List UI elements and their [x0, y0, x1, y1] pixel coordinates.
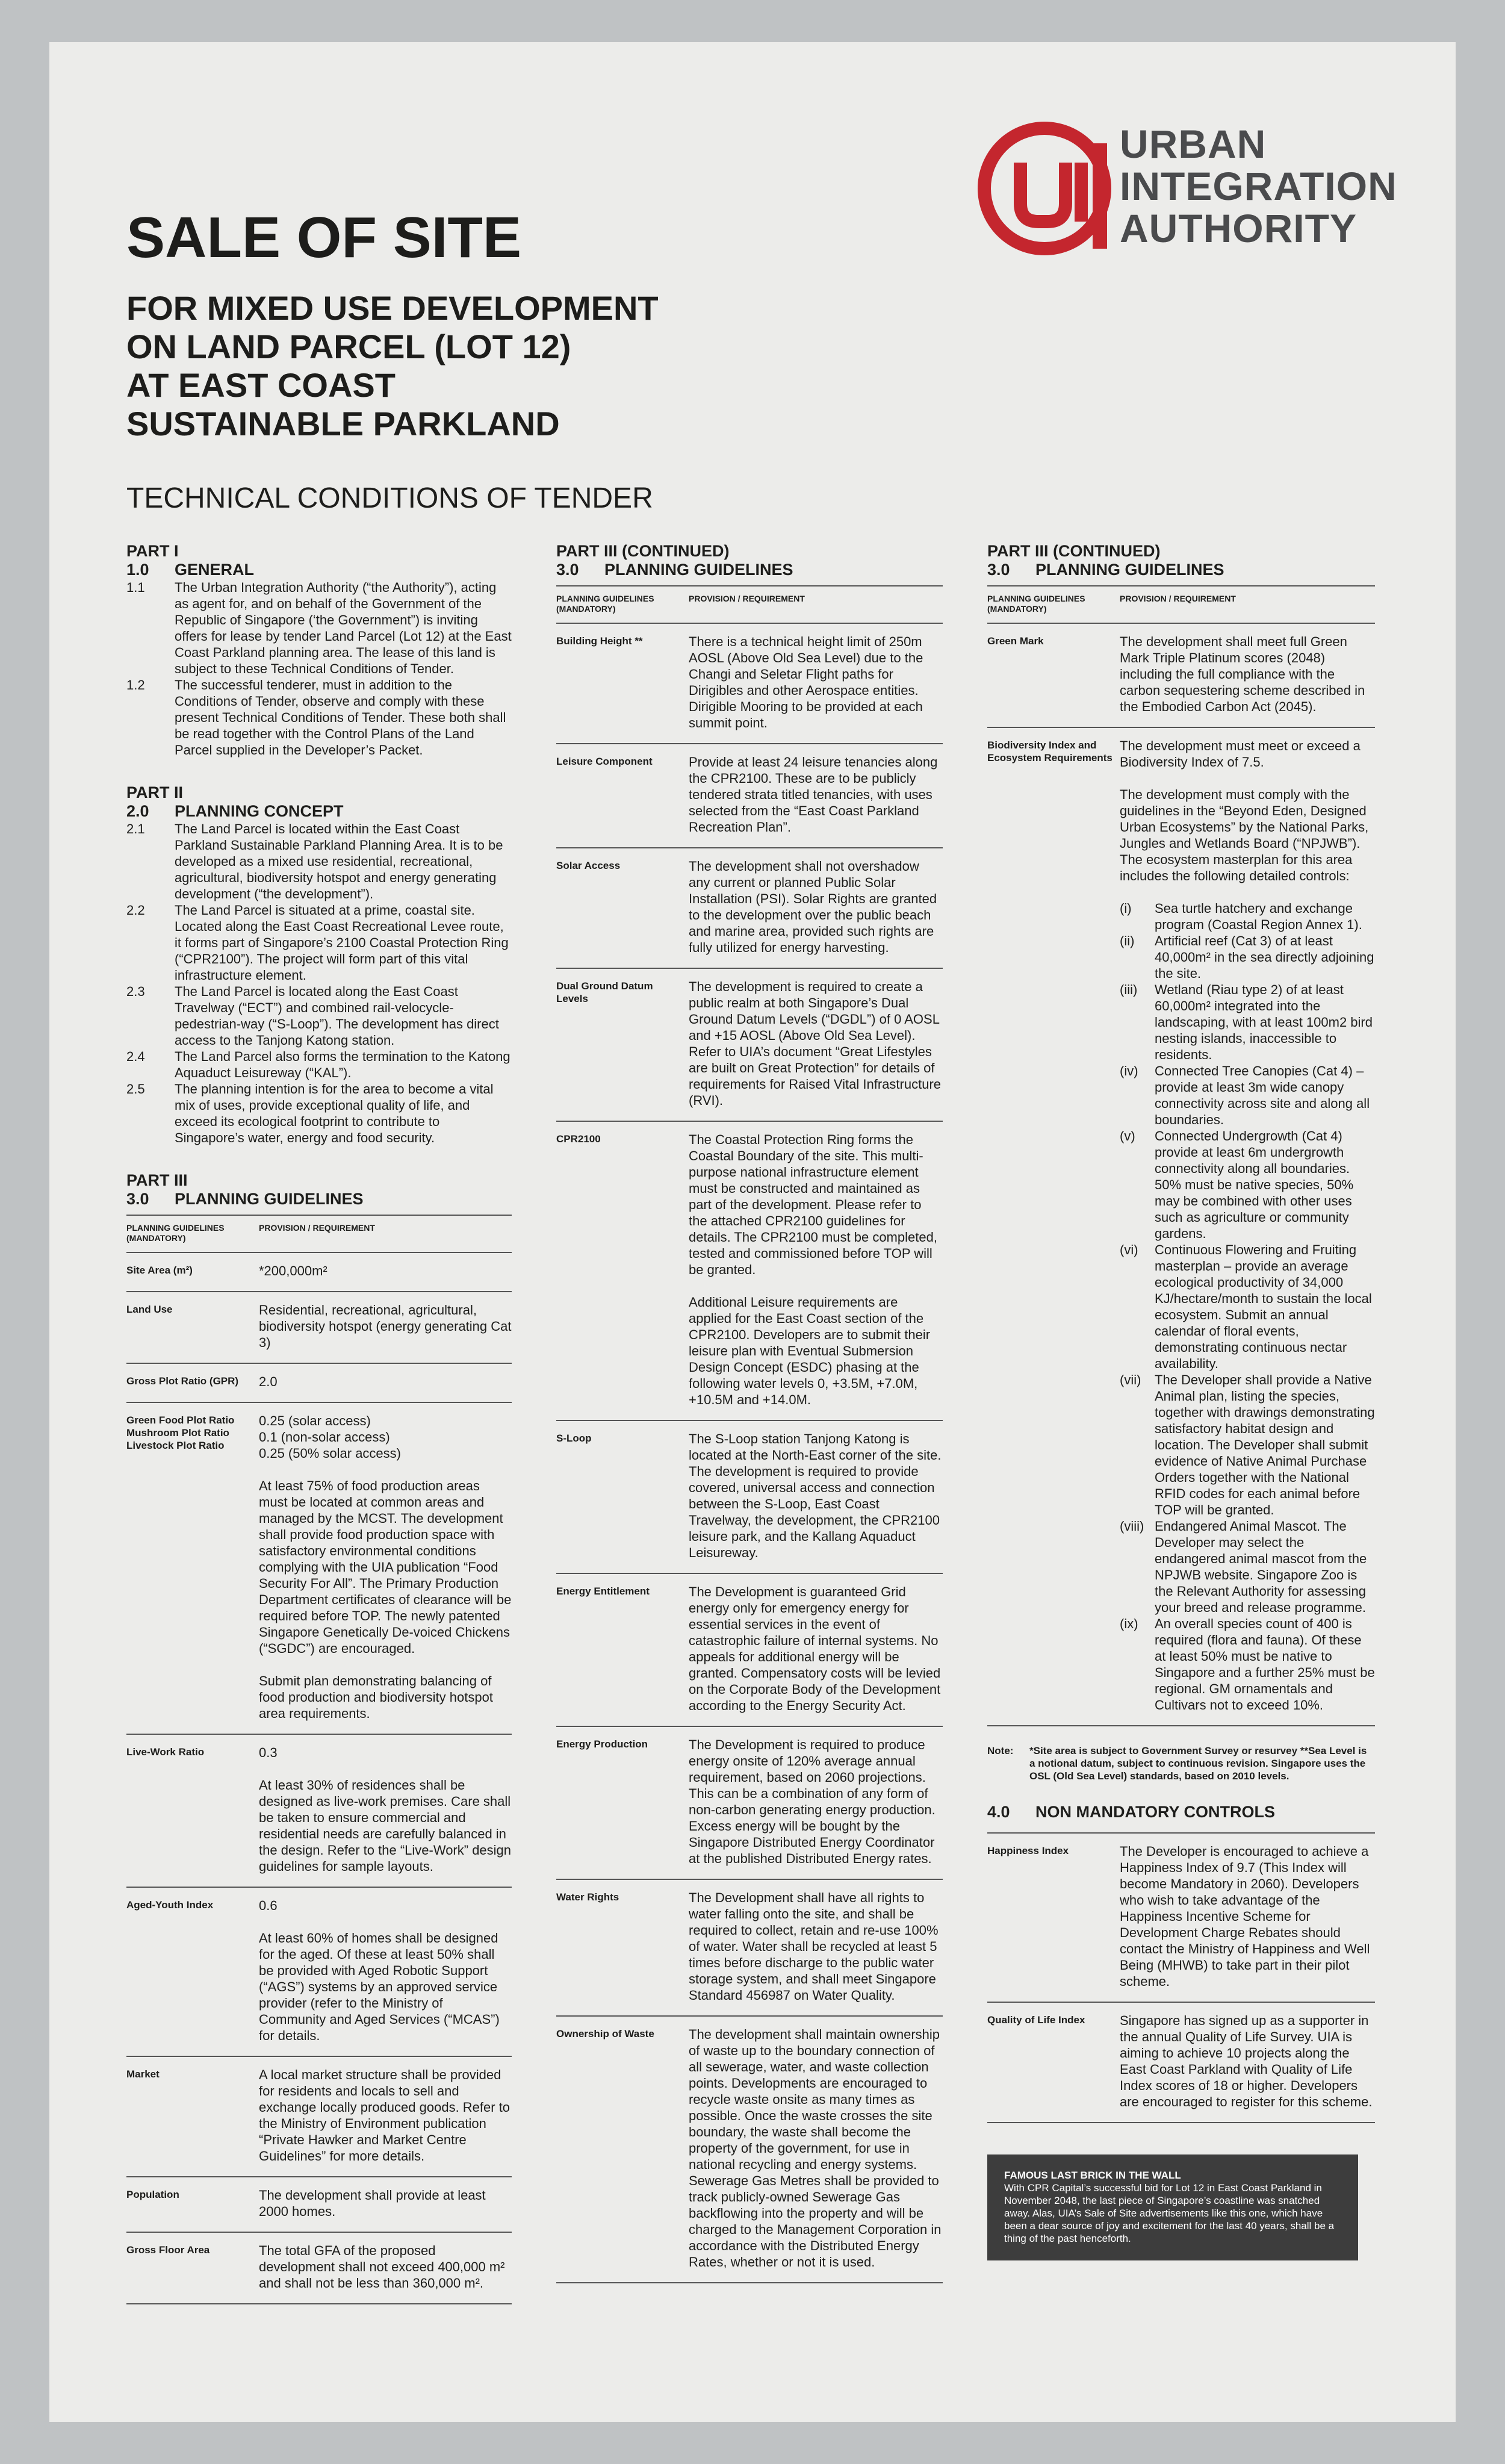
table-header-value: PROVISION / REQUIREMENT	[1120, 594, 1236, 603]
value-paragraph: A local market structure shall be provided for residents and locals to sell and exchange locally produced goods. Refer to the Ministry of Environment publication “Private Hawker and Market Centre Guidelines” for more details.	[259, 2067, 510, 2164]
list-item-text: Artificial reef (Cat 3) of at least 40,000m² in the sea directly adjoining the site.	[1155, 933, 1374, 981]
clause-number: 2.3	[126, 984, 145, 999]
part-3-continued-label: PART III (CONTINUED)	[987, 542, 1161, 560]
list-item-text: Wetland (Riau type 2) of at least 60,000m² integrated into the landscaping, with at least 100m2 bird nesting islands, inaccessible to residents.	[1155, 982, 1373, 1062]
list-item	[1120, 933, 1375, 982]
section-heading-text: PLANNING GUIDELINES	[175, 1190, 364, 1208]
list-item-text: Connected Tree Canopies (Cat 4) – provide at least 3m wide canopy connectivity across site and along all boundaries.	[1155, 1063, 1370, 1127]
row-value	[689, 633, 943, 731]
table-rows	[987, 1834, 1375, 2123]
row-value	[1120, 738, 1375, 1713]
subtitle-line-2: ON LAND PARCEL (LOT 12)	[126, 328, 571, 366]
table-row	[126, 1253, 512, 1292]
table-row	[126, 1292, 512, 1364]
table-row	[126, 2233, 512, 2304]
row-value	[259, 1413, 512, 1722]
row-value	[1120, 1843, 1375, 1990]
logo-line-2: INTEGRATION	[1120, 164, 1397, 208]
logo-line-1: URBAN	[1120, 122, 1267, 166]
row-key: Live-Work Ratio	[126, 1746, 205, 1758]
list-item-text: Connected Undergrowth (Cat 4) provide at least 6m undergrowth connectivity along all boundaries. 50% must be native species, 50% may be combined with other uses such as agriculture or community gardens.	[1155, 1128, 1354, 1241]
clause-text: The Land Parcel also forms the termination to the Katong Aquaduct Leisureway (“KAL”).	[175, 1049, 510, 1080]
clause-text: The Land Parcel is situated at a prime, coastal site. Located along the East Coast Recreational Levee route, it forms part of Singapore’s 2100 Coastal Protection Ring (“CPR2100”). The project will form part of this vital infrastructure element.	[175, 903, 509, 983]
clause	[126, 821, 512, 902]
guidelines-table-2	[556, 585, 943, 2283]
table-row	[126, 2177, 512, 2233]
row-key: Leisure Component	[556, 756, 653, 767]
value-paragraph: The development must comply with the guidelines in the “Beyond Eden, Designed Urban Ecosystems” by the National Parks, Jungles and Wetlands Board (“NPJWB”). The ecosystem masterplan for this area includes the following detailed controls:	[1120, 787, 1369, 883]
table-row	[987, 2003, 1375, 2123]
table-row	[126, 2057, 512, 2177]
value-paragraph: 0.25 (solar access) 0.1 (non-solar access) 0.25 (50% solar access)	[259, 1413, 401, 1461]
column-1	[126, 542, 512, 2304]
row-value	[689, 1584, 943, 1714]
row-value	[259, 1263, 512, 1279]
row-key: Green Food Plot Ratio Mushroom Plot Ratio Livestock Plot Ratio	[126, 1414, 235, 1451]
logo-wordmark	[1120, 123, 1397, 249]
table-row	[126, 1403, 512, 1735]
table-row	[126, 1888, 512, 2057]
row-value	[259, 2187, 512, 2220]
column-2	[556, 542, 943, 2283]
value-paragraph: Submit plan demonstrating balancing of food production and biodiversity hotspot area requirements.	[259, 1673, 493, 1721]
value-paragraph: The Development is required to produce energy onsite of 120% average annual requirement, based on 2060 projections. This can be a combination of any form of non-carbon generating energy production. Excess energy will be bought by the Singapore Distributed Energy Coordinator at the published Distributed Energy rates.	[689, 1737, 936, 1866]
value-paragraph: The Developer is encouraged to achieve a Happiness Index of 9.7 (This Index will become Mandatory in 2060). Developers who wish to take advantage of the Happiness Incentive Scheme for Development Charge Rebates should contact the Ministry of Happiness and Well Being (MHWB) to take part in their pilot scheme.	[1120, 1844, 1370, 1989]
value-paragraph: At least 75% of food production areas must be located at common areas and managed by the MCST. The development shall provide food production space with satisfactory environmental conditions complying with the UIA publication “Food Security For All”. The Primary Production Department certificates of clearance will be required before TOP. The newly patented Singapore Genetically De-voiced Chickens (“SGDC”) are encouraged.	[259, 1478, 512, 1656]
table-row	[126, 1735, 512, 1888]
clause	[126, 1048, 512, 1081]
table-row	[987, 728, 1375, 1726]
value-paragraph: The Development shall have all rights to water falling onto the site, and shall be required to collect, retain and re-use 100% of water. Water shall be recycled at least 5 times before discharge to the public water storage system, and shall meet Singapore Standard 456987 on Water Quality.	[689, 1890, 939, 2003]
row-key: Ownership of Waste	[556, 2028, 654, 2039]
row-value	[689, 858, 943, 956]
table-row	[987, 624, 1375, 728]
page-subtitle	[126, 289, 849, 443]
row-value	[259, 2242, 512, 2291]
clause-text: The Urban Integration Authority (“the Authority”), acting as agent for, and on behalf of the Government of the Republic of Singapore (‘the Government”) is inviting offers for lease by tender Land Parcel (Lot 12) at the East Coast Parkland planning area. The lease of this land is subject to these Technical Conditions of Tender.	[175, 580, 512, 676]
list-item	[1120, 982, 1375, 1063]
value-paragraph: The S-Loop station Tanjong Katong is located at the North-East corner of the site. The development is required to provide covered, universal access and connection between the S-Loop, East Coast Travelway, the development, the CPR2100 leisure park, and the Kallang Aquaduct Leisureway.	[689, 1431, 942, 1560]
list-item-numeral: (vii)	[1120, 1372, 1141, 1387]
table-rows	[987, 624, 1375, 1726]
part-1-label: PART I	[126, 542, 179, 560]
table-row	[556, 744, 943, 848]
value-paragraph: Residential, recreational, agricultural, biodiversity hotspot (energy generating Cat 3)	[259, 1302, 512, 1350]
row-value	[1120, 2012, 1375, 2110]
row-key: Population	[126, 2189, 179, 2200]
clause	[126, 983, 512, 1048]
table-header-key: PLANNING GUIDELINES (MANDATORY)	[126, 1223, 225, 1243]
row-key: Biodiversity Index and Ecosystem Requirements	[987, 739, 1112, 764]
row-value	[689, 1131, 943, 1408]
table-header-key: PLANNING GUIDELINES (MANDATORY)	[987, 594, 1085, 614]
table-header-key: PLANNING GUIDELINES (MANDATORY)	[556, 594, 654, 614]
row-value	[689, 1737, 943, 1867]
table-row	[987, 1834, 1375, 2003]
row-value	[689, 1890, 943, 2003]
section-3-heading	[126, 1190, 512, 1209]
subtitle-line-1: FOR MIXED USE DEVELOPMENT	[126, 289, 659, 327]
value-paragraph: The development shall not overshadow any current or planned Public Solar Installation (PSI). Solar Rights are granted to the development over the public beach and marine area, provided such rights are fully utilized for energy harvesting.	[689, 859, 937, 955]
table-row	[556, 1727, 943, 1880]
value-paragraph: 2.0	[259, 1374, 278, 1389]
clause-number: 2.5	[126, 1081, 145, 1097]
table-row	[556, 969, 943, 1122]
row-value	[689, 2026, 943, 2270]
guidelines-table-1	[126, 1215, 512, 2304]
section-3-continued-heading	[987, 561, 1375, 579]
section-heading-text: NON MANDATORY CONTROLS	[1035, 1803, 1275, 1821]
value-paragraph: Provide at least 24 leisure tenancies along the CPR2100. These are to be publicly tendered strata titled tenancies, with uses selected from the “East Coast Parkland Recreation Plan”.	[689, 754, 938, 835]
clause-number: 1.1	[126, 580, 145, 595]
list-item-numeral: (ix)	[1120, 1616, 1138, 1631]
row-value	[259, 2067, 512, 2164]
table-row	[126, 1364, 512, 1403]
value-paragraph: There is a technical height limit of 250m AOSL (Above Old Sea Level) due to the Changi and Seletar Flight paths for Dirigibles and other Aerospace entities. Dirigible Mooring to be provided at each summit point.	[689, 634, 923, 730]
row-key: Quality of Life Index	[987, 2014, 1085, 2026]
table-header-value: PROVISION / REQUIREMENT	[689, 594, 805, 603]
row-key: Happiness Index	[987, 1845, 1069, 1856]
table-row	[556, 848, 943, 969]
row-value	[259, 1374, 512, 1390]
clause-text: The successful tenderer, must in addition to the Conditions of Tender, observe and comply with these present Technical Conditions of Tender. These both shall be read together with the Control Plans of the Land Parcel supplied in the Developer’s Packet.	[175, 677, 506, 758]
table-row	[556, 1122, 943, 1421]
table-rows	[556, 624, 943, 2283]
row-key: Gross Floor Area	[126, 2244, 210, 2256]
row-key: Energy Production	[556, 1738, 648, 1750]
guidelines-table-3	[987, 585, 1375, 1726]
value-paragraph: 0.3	[259, 1745, 278, 1760]
list-item	[1120, 1518, 1375, 1616]
clause-number: 2.1	[126, 821, 145, 836]
value-paragraph: The Coastal Protection Ring forms the Coastal Boundary of the site. This multi-purpose national infrastructure element must be constructed and maintained as part of the development. Please refer to the attached CPR2100 guidelines for details. The CPR2100 must be completed, tested and commissioned before TOP will be granted.	[689, 1132, 937, 1277]
clause-number: 1.2	[126, 677, 145, 692]
footnote	[987, 1744, 1375, 1782]
list-item-numeral: (iii)	[1120, 982, 1138, 997]
section-3-continued-heading	[556, 561, 943, 579]
clause	[126, 677, 512, 758]
list-item	[1120, 1128, 1375, 1242]
section-number: 3.0	[987, 561, 1010, 579]
row-key: Gross Plot Ratio (GPR)	[126, 1375, 239, 1387]
list-item-numeral: (v)	[1120, 1128, 1135, 1143]
table-row	[556, 1421, 943, 1574]
list-item-numeral: (vi)	[1120, 1242, 1138, 1257]
row-value	[259, 1302, 512, 1351]
table-row	[556, 2017, 943, 2283]
table-header	[126, 1215, 512, 1253]
section-number: 2.0	[126, 802, 149, 820]
value-paragraph: The total GFA of the proposed development shall not exceed 400,000 m² and shall not be less than 360,000 m².	[259, 2243, 505, 2291]
clause-number: 2.4	[126, 1049, 145, 1064]
list-item-text: Sea turtle hatchery and exchange program (Coastal Region Annex 1).	[1155, 901, 1362, 932]
list-item	[1120, 1616, 1375, 1713]
list-item-text: An overall species count of 400 is required (flora and fauna). Of these at least 50% must be native to Singapore and a further 25% must be regional. GM ornamentals and Cultivars not to exceed 10%.	[1155, 1616, 1375, 1713]
clause	[126, 579, 512, 677]
section-number: 3.0	[556, 561, 579, 579]
footer-box-text: With CPR Capital’s successful bid for Lot 12 in East Coast Parkland in November 2048, the last piece of Singapore’s coastline was snatched away. Alas, UIA’s Sale of Site advertisements like this one, which have been a dear source of joy and excitement for the last 40 years, shall be a thing of the past henceforth.	[1004, 2182, 1335, 2244]
table-header	[987, 585, 1375, 624]
list-item	[1120, 1372, 1375, 1518]
section-1-heading	[126, 561, 512, 579]
value-paragraph: *200,000m²	[259, 1263, 327, 1278]
section-title: TECHNICAL CONDITIONS OF TENDER	[126, 482, 653, 514]
table-row	[556, 1574, 943, 1727]
value-paragraph: The development is required to create a public realm at both Singapore’s Dual Ground Datum Levels (“DGDL”) of 0 AOSL and +15 AOSL (Above Old Sea Level). Refer to UIA’s document “Great Lifestyles are built on Great Protection” for details of requirements for Raised Vital Infrastructure (RVI).	[689, 979, 941, 1108]
value-paragraph: 0.6	[259, 1898, 278, 1913]
value-paragraph: Singapore has signed up as a supporter in the annual Quality of Life Survey. UIA is aiming to achieve 10 projects along the East Coast Parkland with Quality of Life Index scores of 18 or higher. Developers are encouraged to register for this scheme.	[1120, 2013, 1373, 2109]
clause	[126, 902, 512, 983]
row-value	[689, 754, 943, 835]
value-paragraph: The development shall maintain ownership of waste up to the boundary connection of all sewerage, water, and waste collection points. Developments are encouraged to recycle waste onsite as many times as possible. Once the waste crosses the site boundary, the waste shall become the property of the government, for use in national recycling and energy systems. Sewerage Gas Metres shall be provided to track publicly-owned Sewerage Gas backflowing into the property and will be charged to the Management Corporation in accordance with the Distributed Energy Rates, whether or not it is used.	[689, 2027, 942, 2270]
value-paragraph: The development shall meet full Green Mark Triple Platinum scores (2048) including the full compliance with the carbon sequestering scheme described in the Embodied Carbon Act (2045).	[1120, 634, 1365, 714]
list-item	[1120, 900, 1375, 933]
part-1-paragraphs	[126, 579, 512, 758]
page-title: SALE OF SITE	[126, 205, 522, 270]
row-key: Building Height **	[556, 635, 643, 647]
list-item	[1120, 1242, 1375, 1372]
list-item-numeral: (viii)	[1120, 1519, 1144, 1534]
section-2-heading	[126, 802, 512, 821]
part-3-continued-label: PART III (CONTINUED)	[556, 542, 730, 560]
row-key: Dual Ground Datum Levels	[556, 980, 653, 1004]
section-heading-text: GENERAL	[175, 561, 255, 579]
value-paragraph: At least 30% of residences shall be designed as live-work premises. Care shall be taken to ensure commercial and residential needs are carefully balanced in the design. Refer to the “Live-Work” design guidelines for sample layouts.	[259, 1778, 512, 1874]
row-key: S-Loop	[556, 1433, 592, 1444]
footer-box	[987, 2154, 1358, 2260]
part-2-paragraphs	[126, 821, 512, 1146]
row-value	[259, 1897, 512, 2044]
list-item-numeral: (ii)	[1120, 933, 1135, 948]
section-number: 3.0	[126, 1190, 149, 1208]
table-row	[556, 1880, 943, 2017]
row-value	[689, 1431, 943, 1561]
row-key: CPR2100	[556, 1133, 601, 1145]
section-heading-text: PLANNING GUIDELINES	[1035, 561, 1224, 579]
clause-text: The Land Parcel is located within the East Coast Parkland Sustainable Parkland Planning Area. It is to be developed as a mixed use residential, recreational, agricultural, biodiversity hotspot and energy generating development (“the development”).	[175, 821, 503, 901]
row-value	[259, 1744, 512, 1874]
list-item	[1120, 1063, 1375, 1128]
clause	[126, 1081, 512, 1146]
footnote-text: *Site area is subject to Government Survey or resurvey **Sea Level is a notional datum, subject to continuous revision. Singapore uses the OSL (Old Sea Level) standards, based on 2010 levels.	[1029, 1745, 1367, 1782]
value-paragraph: Additional Leisure requirements are applied for the East Coast section of the CPR2100. Developers are to submit their leisure plan with Eventual Submersion Design Concept (ESDC) phasing at the following water levels 0, +3.5M, +7.0M, +10.5M and +14.0M.	[689, 1295, 931, 1407]
list-item-numeral: (iv)	[1120, 1063, 1138, 1078]
section-number: 4.0	[987, 1803, 1010, 1821]
list-item-text: Endangered Animal Mascot. The Developer may select the endangered animal mascot from the NPJWB website. Singapore Zoo is the Relevant Authority for assessing your breed and release programme.	[1155, 1519, 1367, 1615]
table-header	[556, 585, 943, 624]
list-item-text: The Developer shall provide a Native Animal plan, listing the species, together with drawings demonstrating satisfactory habitat design and location. The Developer shall submit evidence of Native Animal Purchase Orders together with the National RFID codes for each animal before TOP will be granted.	[1155, 1372, 1375, 1517]
row-value	[689, 978, 943, 1109]
subtitle-line-3: AT EAST COAST	[126, 366, 396, 404]
section-heading-text: PLANNING CONCEPT	[175, 802, 344, 820]
footer-box-title: FAMOUS LAST BRICK IN THE WALL	[1004, 2170, 1181, 2181]
table-rows	[126, 1253, 512, 2304]
row-key: Site Area (m²)	[126, 1265, 193, 1276]
clause-text: The Land Parcel is located along the East Coast Travelway (“ECT”) and combined rail-velocycle-pedestrian-way (“S-Loop”). The development has direct access to the Tanjong Katong station.	[175, 984, 499, 1048]
list-item-numeral: (i)	[1120, 901, 1132, 916]
table-header-value: PROVISION / REQUIREMENT	[259, 1223, 375, 1233]
value-paragraph: At least 60% of homes shall be designed for the aged. Of these at least 50% shall be provided with Aged Robotic Support (“AGS”) systems by an approved service provider (refer to the Ministry of Community and Aged Services (“MCAS”) for details.	[259, 1930, 500, 2043]
row-value	[1120, 633, 1375, 715]
row-key: Market	[126, 2068, 160, 2080]
part-3-label: PART III	[126, 1171, 188, 1189]
section-4-heading	[987, 1803, 1375, 1822]
row-key: Energy Entitlement	[556, 1585, 650, 1597]
non-mandatory-table	[987, 1832, 1375, 2123]
clause-text: The planning intention is for the area to become a vital mix of uses, provide exceptional quality of life, and exceed its ecological footprint to contribute to Singapore’s water, energy and food security.	[175, 1081, 494, 1145]
column-3	[987, 542, 1375, 2260]
logo-line-3: AUTHORITY	[1120, 206, 1357, 250]
value-paragraph: The development shall provide at least 2000 homes.	[259, 2188, 486, 2219]
part-2-label: PART II	[126, 783, 183, 801]
row-key: Solar Access	[556, 860, 621, 871]
value-paragraph: The development must meet or exceed a Biodiversity Index of 7.5.	[1120, 738, 1361, 770]
list-item-text: Continuous Flowering and Fruiting masterplan – provide an average ecological productivity of 34,000 KJ/hectare/month to sustain the local ecosystem. Submit an annual calendar of floral events, demonstrating continuous nectar availability.	[1155, 1242, 1372, 1371]
row-key: Aged-Youth Index	[126, 1899, 214, 1911]
clause-number: 2.2	[126, 903, 145, 918]
section-heading-text: PLANNING GUIDELINES	[604, 561, 793, 579]
subtitle-line-4: SUSTAINABLE PARKLAND	[126, 405, 560, 443]
row-key: Green Mark	[987, 635, 1044, 647]
value-paragraph: The Development is guaranteed Grid energy only for emergency energy for essential services in the event of catastrophic failure of internal systems. No appeals for additional energy will be granted. Compensatory costs will be levied on the Corporate Body of the Development according to the Energy Security Act.	[689, 1584, 941, 1713]
footnote-label: Note:	[987, 1745, 1014, 1756]
control-list	[1120, 900, 1375, 1713]
table-row	[556, 624, 943, 744]
row-key: Land Use	[126, 1304, 173, 1315]
section-number: 1.0	[126, 561, 149, 579]
row-key: Water Rights	[556, 1891, 619, 1903]
